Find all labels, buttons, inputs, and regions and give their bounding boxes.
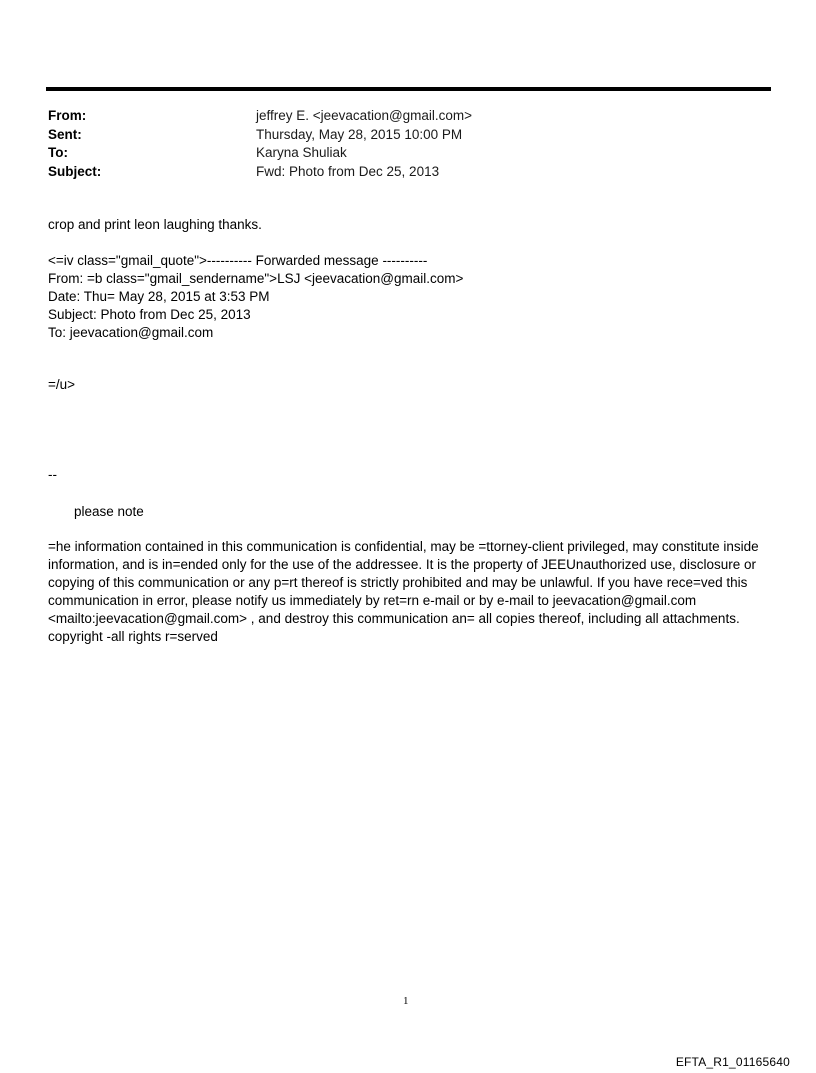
document-id: EFTA_R1_01165640 — [675, 1055, 790, 1069]
sent-label: Sent: — [48, 126, 82, 142]
from-label: From: — [48, 108, 87, 123]
to-value: Karyna Shuliak — [256, 145, 347, 160]
header-divider — [46, 87, 771, 91]
page-number: 1 — [403, 995, 409, 1007]
forwarded-line: From: =b class="gmail_sendername">LSJ <jeevacation@gmail.com> — [48, 271, 464, 286]
email-header — [48, 107, 748, 181]
signature-separator: -- — [48, 467, 57, 482]
subject-label: Subject: — [48, 163, 102, 179]
subject-value: Fwd: Photo from Dec 25, 2013 — [256, 163, 440, 179]
body-message: crop and print leon laughing thanks. — [48, 217, 262, 232]
forwarded-line: Date: Thu= May 28, 2015 at 3:53 PM — [48, 289, 270, 304]
forwarded-line: Subject: Photo from Dec 25, 2013 — [48, 307, 251, 322]
please-note-text: please note — [74, 504, 144, 519]
forwarded-line: <=iv class="gmail_quote">---------- Forwarded message ---------- — [48, 253, 428, 268]
to-label: To: — [48, 145, 68, 160]
confidentiality-disclaimer: =he information contained in this communication is confidential, may be =ttorney-client privileged, may constitute inside information, and is in=ended only for the use of the addressee. It is the property of JEEUnauthorized use, disclosure or copying of this communication or any p=rt thereof is strictly prohibited and may be unlawful. If you have rece=ved this communication in error, please notify us immediately by ret=rn e-mail or by e-mail to jeevacation@gmail.com <mailto:jeevacation@gmail.com> , and destroy this communication an= all copies thereof, including all attachments. copyright -all rights r=served — [48, 539, 759, 644]
closing-tag-text: =/u> — [48, 377, 76, 392]
from-value: jeffrey E. <jeevacation@gmail.com> — [256, 108, 473, 123]
subject-row — [48, 163, 748, 182]
forwarded-line: To: jeevacation@gmail.com — [48, 325, 214, 340]
sent-value: Thursday, May 28, 2015 10:00 PM — [256, 126, 463, 142]
to-row — [48, 144, 748, 163]
sent-row — [48, 126, 748, 145]
from-row — [48, 107, 748, 126]
